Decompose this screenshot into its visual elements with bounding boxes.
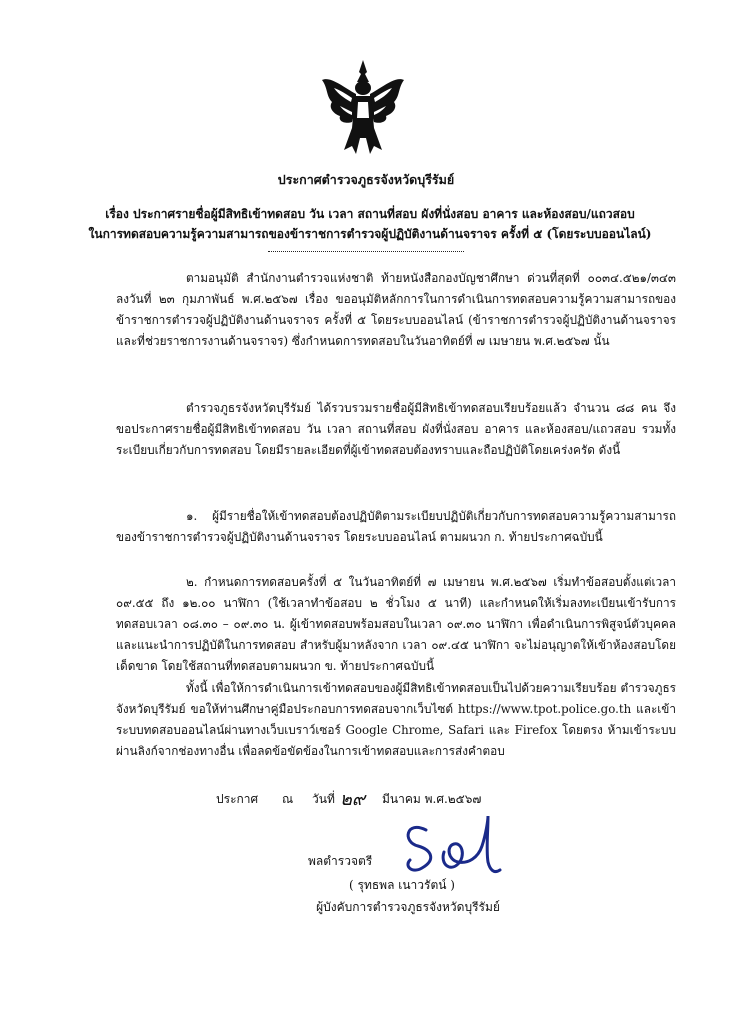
paragraph-3 — [116, 506, 676, 548]
subject-line-1: เรื่อง ประกาศรายชื่อผู้มีสิทธิเข้าทดสอบ วัน เวลา สถานที่สอบ ผังที่นั่งสอบ อาคาร และห้องสอบ/แถวสอบ — [105, 207, 635, 221]
paragraph-3-text: ๑. ผู้มีรายชื่อให้เข้าทดสอบต้องปฏิบัติตามระเบียบปฏิบัติเกี่ยวกับการทดสอบความรู้ความสามารถของข้าราชการตำรวจผู้ปฏิบัติงานด้านจราจร โดยระบบออนไลน์ ตามผนวก ก. ท้ายประกาศฉบับนี้ — [116, 509, 676, 544]
announce-prefix: ประกาศ — [216, 792, 259, 806]
paragraph-1 — [116, 268, 680, 352]
announce-month-year: มีนาคม พ.ศ.๒๕๖๗ — [382, 792, 482, 806]
paragraph-2-text: ตำรวจภูธรจังหวัดบุรีรัมย์ ได้รวบรวมรายชื่อผู้มีสิทธิเข้าทดสอบเรียบร้อยแล้ว จำนวน ๘๘ คน จึงขอประกาศรายชื่อผู้มีสิทธิเข้าทดสอบ วัน เวลา สถานที่สอบ ผังที่นั่งสอบ อาคาร และห้องสอบ/แถวสอบ รวมทั้งระเบียบเกี่ยวกับการทดสอบ โดยมีรายละเอียดที่ผู้เข้าทดสอบต้องทราบและถือปฏิบัติโดยเคร่งครัด ดังนี้ — [116, 401, 676, 457]
announce-at: ณ — [282, 792, 294, 806]
paragraph-4-text: ๒. กำหนดการทดสอบครั้งที่ ๕ ในวันอาทิตย์ที่ ๗ เมษายน พ.ศ.๒๕๖๗ เริ่มทำข้อสอบตั้งแต่เวลา ๐๙.๕๕ ถึง ๑๒.๐๐ นาฬิกา (ใช้เวลาทำข้อสอบ ๒ ชั่วโมง ๕ นาที) และกำหนดให้เริ่มลงทะเบียนเข้ารับการทดสอบเวลา ๐๘.๓๐ – ๐๙.๓๐ น. ผู้เข้าทดสอบพร้อมสอบในเวลา ๐๙.๓๐ นาฬิกา เพื่อดำเนินการพิสูจน์ตัวบุคคลและแนะนำการปฏิบัติในการทดสอบ สำหรับผู้มาหลังจาก เวลา ๐๙.๔๕ นาฬิกา จะไม่อนุญาตให้เข้าห้องสอบโดยเด็ดขาด โดยใช้สถานที่ทดสอบตามผนวก ข. ท้ายประกาศฉบับนี้ — [116, 575, 680, 673]
paragraph-2 — [116, 398, 676, 461]
paragraph-5 — [116, 678, 676, 762]
signatory-name: ( รุทธพล เนาวรัตน์ ) — [349, 878, 455, 892]
announce-day-value: ๒๙ — [340, 789, 366, 810]
garuda-emblem-icon — [318, 58, 408, 158]
paragraph-1-text: ตามอนุมัติ สำนักงานตำรวจแห่งชาติ ท้ายหนังสือกองบัญชาศึกษา ด่วนที่สุดที่ ๐๐๓๔.๕๒๑/๓๔๓ ลงวันที่ ๒๓ กุมภาพันธ์ พ.ศ.๒๕๖๗ เรื่อง ขออนุมัติหลักการในการดำเนินการทดสอบความรู้ความสามารถของข้าราชการตำรวจผู้ปฏิบัติงานด้านจราจร ครั้งที่ ๕ โดยระบบออนไลน์ (ข้าราชการตำรวจผู้ปฏิบัติงานด้านจราจรและที่ช่วยราชการงานด้านจราจร) ซึ่งกำหนดการทดสอบในวันอาทิตย์ที่ ๗ เมษายน พ.ศ.๒๕๖๗ นั้น — [116, 271, 680, 348]
subject-line-2: ในการทดสอบความรู้ความสามารถของข้าราชการตำรวจผู้ปฏิบัติงานด้านจราจร ครั้งที่ ๕ (โดยระบบออนไลน์) — [88, 227, 652, 241]
paragraph-4 — [116, 572, 680, 677]
announce-day-label: วันที่ — [312, 792, 335, 806]
paragraph-5-text: ทั้งนี้ เพื่อให้การดำเนินการเข้าทดสอบของผู้มีสิทธิเข้าทดสอบเป็นไปด้วยความเรียบร้อย ตำรวจภูธรจังหวัดบุรีรัมย์ ขอให้ท่านศึกษาคู่มือประกอบการทดสอบจากเว็บไซต์ https://www.tpot.police.go.th และเข้าระบบทดสอบออนไลน์ผ่านทางเว็บเบราว์เซอร์ Google Chrome, Safari และ Firefox โดยตรง ห้ามเข้าระบบผ่านลิงก์จากช่องทางอื่น เพื่อลดข้อขัดข้องในการเข้าทดสอบและการส่งคำตอบ — [116, 681, 676, 758]
signatory-rank: พลตำรวจตรี — [308, 854, 373, 868]
document-title: ประกาศตำรวจภูธรจังหวัดบุรีรัมย์ — [277, 172, 455, 187]
handwritten-signature-icon — [396, 812, 506, 882]
signatory-position: ผู้บังคับการตำรวจภูธรจังหวัดบุรีรัมย์ — [316, 900, 500, 914]
separator-dotted-line — [268, 251, 464, 252]
